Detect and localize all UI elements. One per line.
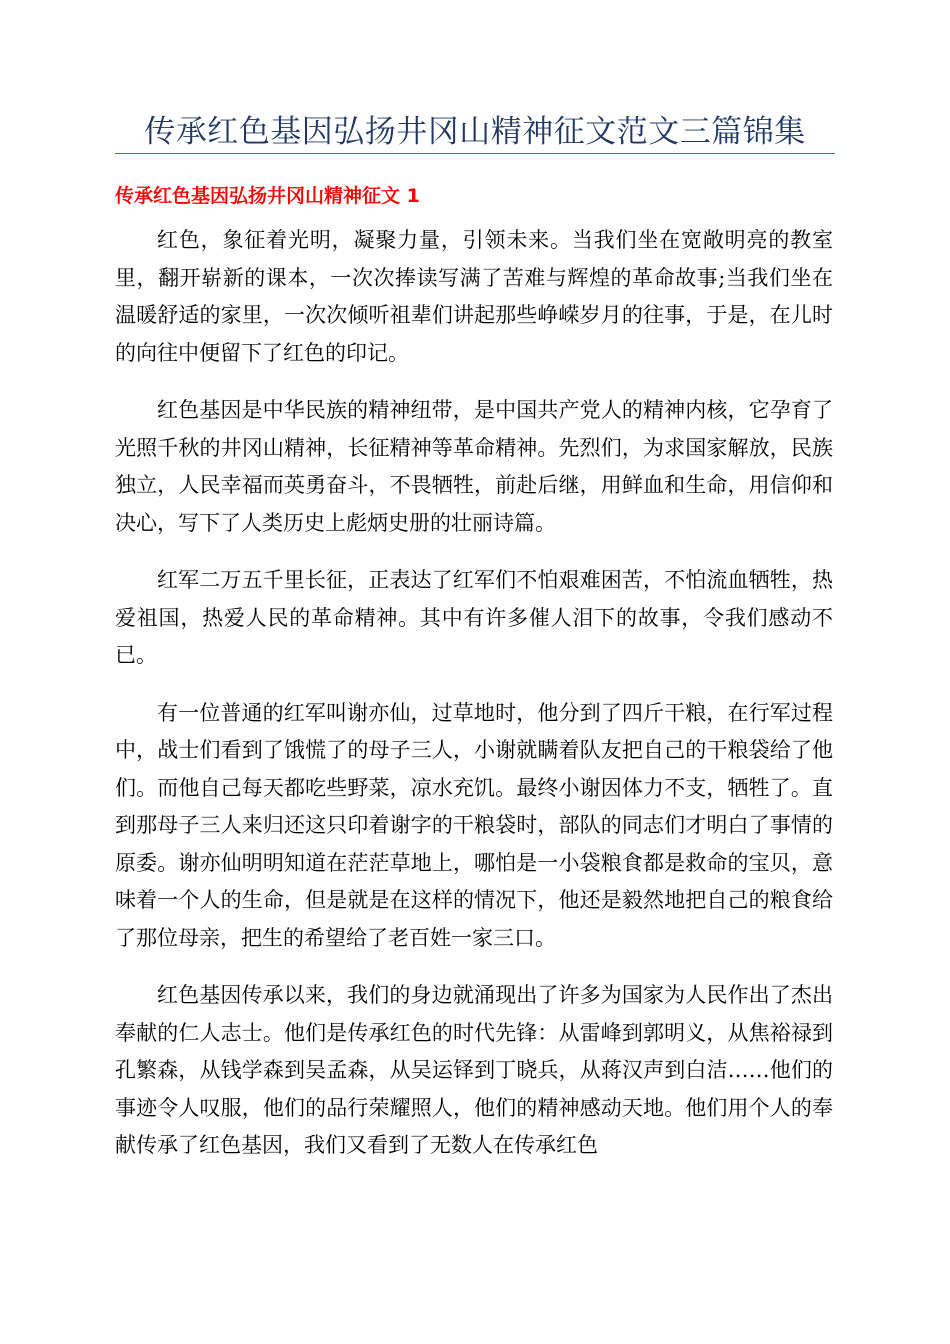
paragraph-3: 红军二万五千里长征，正表达了红军们不怕艰难困苦，不怕流血牺牲，热爱祖国，热爱人民的革命精神。其中有许多催人泪下的故事，令我们感动不已。 <box>115 568 833 667</box>
paragraph-4: 有一位普通的红军叫谢亦仙，过草地时，他分到了四斤干粮，在行军过程中，战士们看到了饿慌了的母子三人，小谢就瞒着队友把自己的干粮袋给了他们。而他自己每天都吃些野菜，凉水充饥。最终小谢因体力不支，牺牲了。直到那母子三人来归还这只印着谢字的干粮袋时，部队的同志们才明白了事情的原委。谢亦仙明明知道在茫茫草地上，哪怕是一小袋粮食都是救命的宝贝，意味着一个人的生命，但是就是在这样的情况下，他还是毅然地把自己的粮食给了那位母亲，把生的希望给了老百姓一家三口。 <box>115 700 833 950</box>
paragraph-2: 红色基因是中华民族的精神纽带，是中国共产党人的精神内核，它孕育了光照千秋的井冈山精神，长征精神等革命精神。先烈们，为求国家解放，民族独立，人民幸福而英勇奋斗，不畏牺牲，前赴后继，用鲜血和生命，用信仰和决心，写下了人类历史上彪炳史册的壮丽诗篇。 <box>115 398 833 535</box>
body-text <box>115 222 833 1185</box>
paragraph-5: 红色基因传承以来，我们的身边就涌现出了许多为国家为人民作出了杰出奉献的仁人志士。他们是传承红色的时代先锋：从雷峰到郭明义，从焦裕禄到孔繁森，从钱学森到吴孟森，从吴运铎到丁晓兵，从蒋汉声到白洁……他们的事迹令人叹服，他们的品行荣耀照人，他们的精神感动天地。他们用个人的奉献传承了红色基因，我们又看到了无数人在传承红色 <box>115 983 833 1157</box>
title-underline <box>115 153 835 154</box>
paragraph-1: 红色，象征着光明，凝聚力量，引领未来。当我们坐在宽敞明亮的教室里，翻开崭新的课本，一次次捧读写满了苦难与辉煌的革命故事;当我们坐在温暖舒适的家里，一次次倾听祖辈们讲起那些峥嵘岁月的往事，于是，在儿时的向往中便留下了红色的印记。 <box>115 228 833 365</box>
document-title: 传承红色基因弘扬井冈山精神征文范文三篇锦集 <box>144 114 806 150</box>
section-heading: 传承红色基因弘扬井冈山精神征文 1 <box>115 185 420 207</box>
